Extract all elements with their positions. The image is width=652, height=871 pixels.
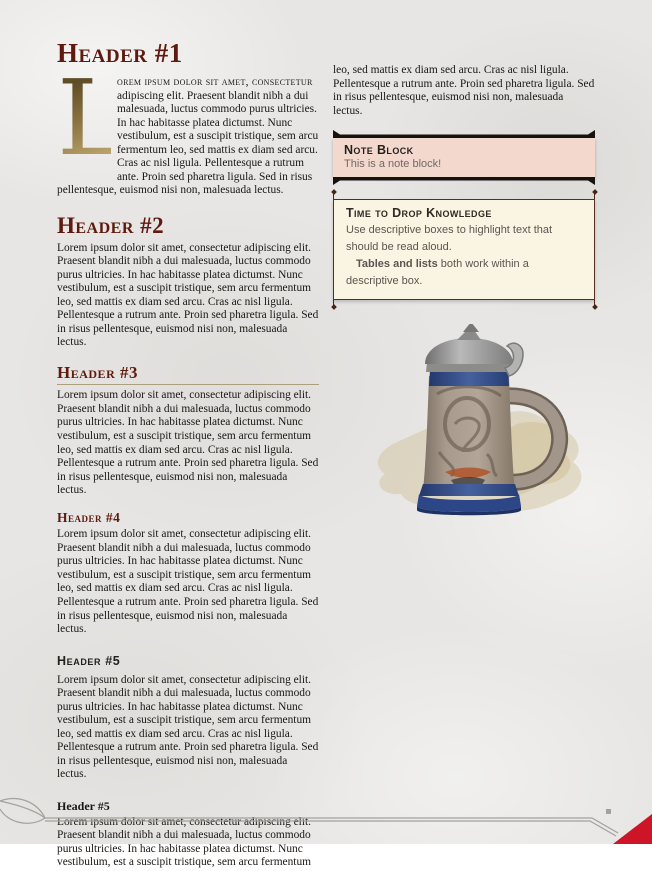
descriptive-box-line2 [346, 256, 582, 290]
descriptive-box [333, 199, 595, 300]
paragraph-1-lead: orem ipsum dolor sit amet, consectetur [117, 76, 313, 88]
corner-ornament-icon [594, 300, 595, 306]
paragraph-1 [57, 57, 319, 198]
header-1: Header #1 [57, 38, 183, 68]
descriptive-box-line2-bold: Tables and lists [356, 258, 438, 271]
descriptive-box-line2-rest: both work within a descriptive box. [346, 258, 529, 288]
paragraph-6: Lorem ipsum dolor sit amet, consectetur adipiscing elit. Praesent blandit nibh a dui malesuada, luctus commodo purus ultricies. In hac habitasse platea dictumst. Nunc vestibulum, est a suscipit tristique, sem arcu fermentum [57, 815, 312, 869]
paragraph-2: Lorem ipsum dolor sit amet, consectetur adipiscing elit. Praesent blandit nibh a dui malesuada, luctus commodo purus ultricies. In hac habitasse platea dictumst. Nunc vestibulum, est a suscipit tristique, sem arcu fermentum leo, sed mattis ex diam sed arcu. Cras ac nisl ligula. Pellentesque a rutrum ante. Proin sed pharetra ligula. Sed in risus pellentesque, euismod nisi non, malesuada lectus. [57, 241, 319, 349]
corner-ornament-icon [333, 300, 334, 306]
left-column [57, 40, 319, 871]
paragraph-1-rest: adipiscing elit. Praesent blandit nibh a dui malesuada, luctus commodo purus ultricies. In hac habitasse platea dictumst. Nunc vestibulum, est a suscipit tristique, sem arcu fermentum leo, sed mattis ex diam sed arcu. Cras ac nisl ligula. Pellentesque a rutrum ante. Proin sed pharetra ligula. Sed in risus pellentesque, euismod nisi non, malesuada lectus. [57, 89, 319, 197]
note-block-bottom-bar [333, 177, 595, 185]
note-block-title: Note Block [344, 143, 414, 158]
descriptive-box-line1: Use descriptive boxes to highlight text that should be read aloud. [346, 224, 553, 254]
note-block-text: This is a note block! [344, 158, 442, 171]
continuation-paragraph: leo, sed mattis ex diam sed arcu. Cras ac nisl ligula. Pellentesque a rutrum ante. Proin sed pharetra ligula. Sed in risus pellentesque, euismod nisi non, malesuada lectus. [333, 64, 595, 117]
footer-red-triangle-icon [613, 814, 652, 844]
right-column [333, 64, 595, 522]
drop-cap: L [57, 57, 127, 179]
note-block-body [333, 138, 595, 177]
note-block-top-bar [333, 130, 595, 138]
corner-ornament-icon [333, 193, 334, 199]
beer-stein-illustration [367, 324, 592, 522]
header-5: Header #5 [57, 653, 121, 668]
footer-dot [606, 809, 611, 814]
footer-flourish [0, 792, 652, 844]
paragraph-3: Lorem ipsum dolor sit amet, consectetur adipiscing elit. Praesent blandit nibh a dui malesuada, luctus commodo purus ultricies. In hac habitasse platea dictumst. Nunc vestibulum, est a suscipit tristique, sem arcu fermentum leo, sed mattis ex diam sed arcu. Cras ac nisl ligula. Pellentesque a rutrum ante. Proin sed pharetra ligula. Sed in risus pellentesque, euismod nisi non, malesuada lectus. [57, 389, 319, 497]
header-2: Header #2 [57, 212, 165, 238]
descriptive-box-title: Time to Drop Knowledge [346, 206, 492, 221]
corner-ornament-icon [594, 193, 595, 199]
header-4: Header #4 [57, 509, 121, 525]
note-block [333, 130, 595, 185]
header-5-bold: Header #5 [57, 798, 110, 813]
paragraph-5: Lorem ipsum dolor sit amet, consectetur adipiscing elit. Praesent blandit nibh a dui malesuada, luctus commodo purus ultricies. In hac habitasse platea dictumst. Nunc vestibulum, est a suscipit tristique, sem arcu fermentum leo, sed mattis ex diam sed arcu. Cras ac nisl ligula. Pellentesque a rutrum ante. Proin sed pharetra ligula. Sed in risus pellentesque, euismod nisi non, malesuada lectus. [57, 673, 319, 781]
paragraph-4: Lorem ipsum dolor sit amet, consectetur adipiscing elit. Praesent blandit nibh a dui malesuada, luctus commodo purus ultricies. In hac habitasse platea dictumst. Nunc vestibulum, est a suscipit tristique, sem arcu fermentum leo, sed mattis ex diam sed arcu. Cras ac nisl ligula. Pellentesque a rutrum ante. Proin sed pharetra ligula. Sed in risus pellentesque, euismod nisi non, malesuada lectus. [57, 528, 319, 636]
header-3: Header #3 [57, 364, 319, 386]
